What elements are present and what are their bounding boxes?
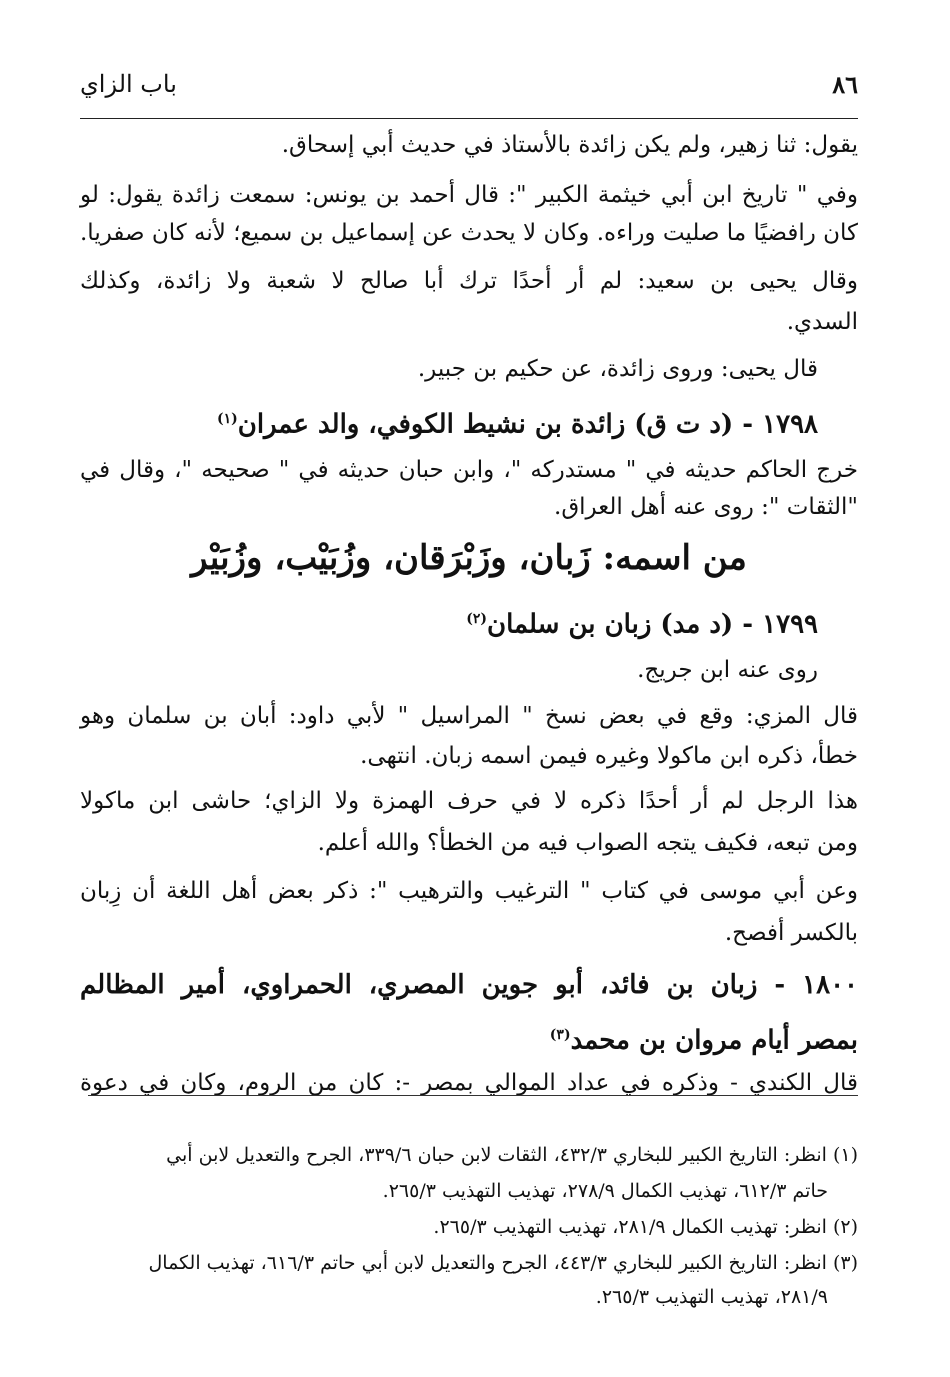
text-line: وعن أبي موسى في كتاب " الترغيب والترهيب ": ذكر بعض أهل اللغة أن زِبان	[80, 878, 858, 904]
text-line: ومن تبعه، فكيف يتجه الصواب فيه من الخطأ؟ والله أعلم.	[317, 830, 858, 856]
text-line: السدي.	[786, 309, 858, 335]
footnote-marker: (٢)	[466, 611, 487, 627]
entry-heading-1800-cont	[80, 1020, 858, 1056]
running-title: باب الزاي	[80, 70, 177, 98]
text-line: كان رافضيًا ما صليت وراءه. وكان لا يحدث عن إسماعيل بن سميع؛ لأنه كان صفريا.	[80, 220, 858, 246]
entry-heading-1800: ١٨٠٠ - زبان بن فائد، أبو جوين المصري، الحمراوي، أمير المظالم	[80, 970, 858, 1000]
text-line: قال يحيى: وروى زائدة، عن حكيم بن جبير.	[417, 356, 818, 382]
footnote-marker: (١)	[216, 411, 238, 427]
entry-title: ١٧٩٩ - (د مد) زبان بن سلمان	[487, 609, 818, 640]
footnote-1-cont: حاتم ٦١٢/٣، تهذيب الكمال ٢٧٨/٩، تهذيب التهذيب ٢٦٥/٣.	[382, 1180, 828, 1202]
text-line: خرج الحاكم حديثه في " مستدركه "، وابن حبان حديثه في " صحيحه "، وقال في	[80, 457, 858, 483]
entry-title: بمصر أيام مروان بن محمد	[570, 1025, 858, 1056]
footnote-marker: (٣)	[549, 1027, 571, 1043]
text-line: وفي " تاريخ ابن أبي خيثمة الكبير ": قال أحمد بن يونس: سمعت زائدة يقول: لو	[80, 182, 858, 208]
text-line: بالكسر أفصح.	[724, 920, 858, 946]
entry-heading-1798	[80, 404, 858, 440]
footnote-3-cont: ٢٨١/٩، تهذيب التهذيب ٢٦٥/٣.	[595, 1286, 828, 1308]
text-line: قال الكندي - وذكره في عداد الموالي بمصر -: كان من الروم، وكان في دعوة	[80, 1070, 858, 1096]
text-line: "الثقات ": روى عنه أهل العراق.	[554, 494, 858, 520]
footnote-3: (٣) انظر: التاريخ الكبير للبخاري ٤٤٣/٣، الجرح والتعديل لابن أبي حاتم ٦١٦/٣، تهذيب الكمال	[148, 1252, 858, 1274]
page-number: ٨٦	[832, 70, 858, 99]
text-line: خطأ، ذكره ابن ماكولا وغيره فيمن اسمه زبان. انتهى.	[360, 743, 858, 769]
section-title: من اسمه: زَبان، وزَبْرَقان، وزُبَيْب، وزُبَيْر	[191, 538, 747, 578]
text-line: روى عنه ابن جريج.	[637, 657, 818, 683]
footnote-1: (١) انظر: التاريخ الكبير للبخاري ٤٣٢/٣، الثقات لابن حبان ٣٣٩/٦، الجرح والتعديل لابن أبي	[166, 1144, 858, 1166]
text-line: وقال يحيى بن سعيد: لم أر أحدًا ترك أبا صالح لا شعبة ولا زائدة، وكذلك	[80, 268, 858, 294]
text-line: هذا الرجل لم أر أحدًا ذكره لا في حرف الهمزة ولا الزاي؛ حاشى ابن ماكولا	[80, 788, 858, 814]
entry-title: ١٧٩٨ - (د ت ق) زائدة بن نشيط الكوفي، والد عمران	[237, 409, 818, 440]
footnote-2: (٢) انظر: تهذيب الكمال ٢٨١/٩، تهذيب التهذيب ٢٦٥/٣.	[433, 1216, 858, 1238]
page-header	[80, 62, 858, 119]
entry-heading-1799	[80, 604, 858, 640]
text-line: يقول: ثنا زهير، ولم يكن زائدة بالأستاذ في حديث أبي إسحاق.	[281, 132, 858, 158]
footnote-separator	[88, 1095, 858, 1096]
text-line: قال المزي: وقع في بعض نسخ " المراسيل " لأبي داود: أبان بن سلمان وهو	[80, 703, 858, 729]
